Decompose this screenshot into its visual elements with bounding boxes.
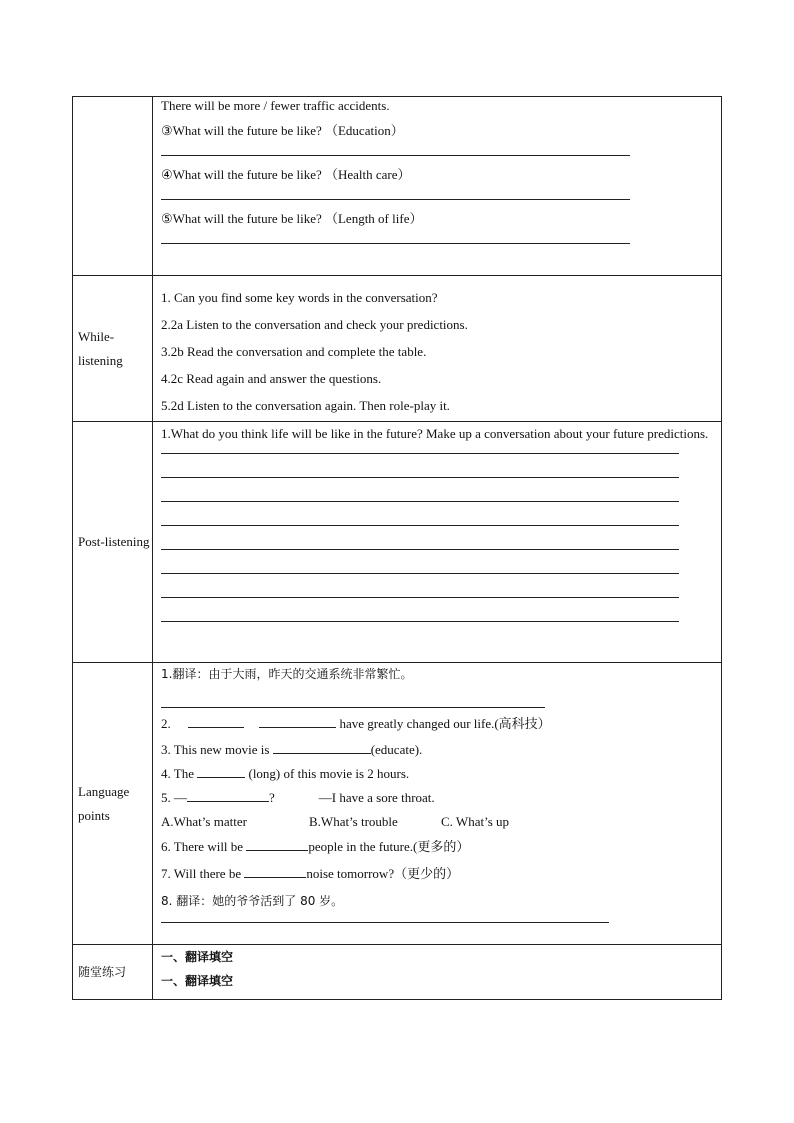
option-b[interactable]: B.What’s trouble <box>309 814 398 829</box>
lp-q2-text: have greatly changed our life.(高科技） <box>336 716 551 731</box>
row-practice <box>73 945 722 1000</box>
lp-q2-number: 2. <box>161 716 171 731</box>
lp-q5-options <box>161 810 715 834</box>
list-item: 3.2b Read the conversation and complete the table. <box>161 344 427 359</box>
while-listening-cell <box>153 276 722 422</box>
lp-question-7 <box>161 860 715 888</box>
question-health-care: ④What will the future be like? （Health care） <box>161 167 411 182</box>
lp-q4-suffix: (long) of this movie is 2 hours. <box>245 766 410 781</box>
row-predictions <box>73 97 722 276</box>
row-while-listening <box>73 276 722 422</box>
question-education: ③What will the future be like? （Education） <box>161 123 404 138</box>
row-post-listening <box>73 422 722 663</box>
lp-q6-suffix: people in the future.(更多的） <box>308 839 470 854</box>
language-points-cell <box>153 663 722 945</box>
answer-line-education[interactable] <box>161 139 630 156</box>
row-label-empty <box>73 97 153 276</box>
lp-question-1: 1.翻译：由于大雨，昨天的交通系统非常繁忙。 <box>161 667 413 681</box>
lp-q7-suffix: noise tomorrow?（更少的） <box>306 866 460 881</box>
lp-q5-text: 5. — <box>161 790 187 805</box>
language-points-label: Language points <box>73 663 153 945</box>
answer-line-length-of-life[interactable] <box>161 227 630 244</box>
traffic-accidents-line: There will be more / fewer traffic accidents. <box>161 98 390 113</box>
answer-line[interactable] <box>161 502 679 526</box>
lp-q6-text: 6. There will be <box>161 839 247 854</box>
blank-field[interactable] <box>246 837 308 851</box>
while-listening-label: While-listening <box>73 276 153 422</box>
practice-cell <box>153 945 722 1000</box>
blank-field[interactable] <box>273 740 371 754</box>
blank-field[interactable] <box>188 714 244 728</box>
list-item: 1. Can you find some key words in the conversation? <box>161 290 438 305</box>
lp-q4-text: 4. The <box>161 766 198 781</box>
lp-q7-text: 7. Will there be <box>161 866 245 881</box>
answer-line[interactable] <box>161 914 609 923</box>
lp-question-5 <box>161 786 715 810</box>
answer-line[interactable] <box>161 550 679 574</box>
post-listening-cell <box>153 422 722 663</box>
list-item: 4.2c Read again and answer the questions. <box>161 371 382 386</box>
post-listening-prompt: 1.What do you think life will be like in the future? Make up a conversation about your future predictions. <box>161 426 709 441</box>
practice-heading: 一、翻译填空 <box>161 950 234 964</box>
answer-line[interactable] <box>161 574 679 598</box>
lp-q3-suffix: (educate). <box>370 742 423 757</box>
lp-question-8: 8. 翻译：她的爷爷活到了 80 岁。 <box>161 894 344 908</box>
blank-field[interactable] <box>197 764 245 778</box>
practice-label: 随堂练习 <box>73 945 153 1000</box>
answer-line[interactable] <box>161 526 679 550</box>
blank-field[interactable] <box>259 714 336 728</box>
lp-q5-response: —I have a sore throat. <box>318 790 435 805</box>
answer-line[interactable] <box>161 478 679 502</box>
post-listening-label: Post-listening <box>73 422 153 663</box>
list-item: 2.2a Listen to the conversation and check your predictions. <box>161 317 468 332</box>
lp-q3-text: 3. This new movie is <box>161 742 273 757</box>
blank-field[interactable] <box>187 788 269 802</box>
answer-line-health-care[interactable] <box>161 183 630 200</box>
predictions-cell <box>153 97 722 276</box>
lp-q5-mark: ? <box>269 790 275 805</box>
lp-question-2 <box>161 712 715 736</box>
question-length-of-life: ⑤What will the future be like? （Length of life） <box>161 211 423 226</box>
lp-question-6 <box>161 834 715 860</box>
answer-line[interactable] <box>161 446 679 454</box>
blank-field[interactable] <box>244 864 306 878</box>
lp-question-4 <box>161 762 715 786</box>
list-item: 5.2d Listen to the conversation again. Then role-play it. <box>161 398 450 413</box>
worksheet-table <box>72 96 722 1000</box>
option-c[interactable]: C. What’s up <box>441 814 510 829</box>
option-a[interactable]: A.What’s matter <box>161 814 247 829</box>
row-language-points <box>73 663 722 945</box>
answer-line[interactable] <box>161 598 679 622</box>
lp-question-3 <box>161 738 715 762</box>
answer-line[interactable] <box>161 454 679 478</box>
practice-heading: 一、翻译填空 <box>161 974 234 988</box>
answer-line[interactable] <box>161 684 545 708</box>
